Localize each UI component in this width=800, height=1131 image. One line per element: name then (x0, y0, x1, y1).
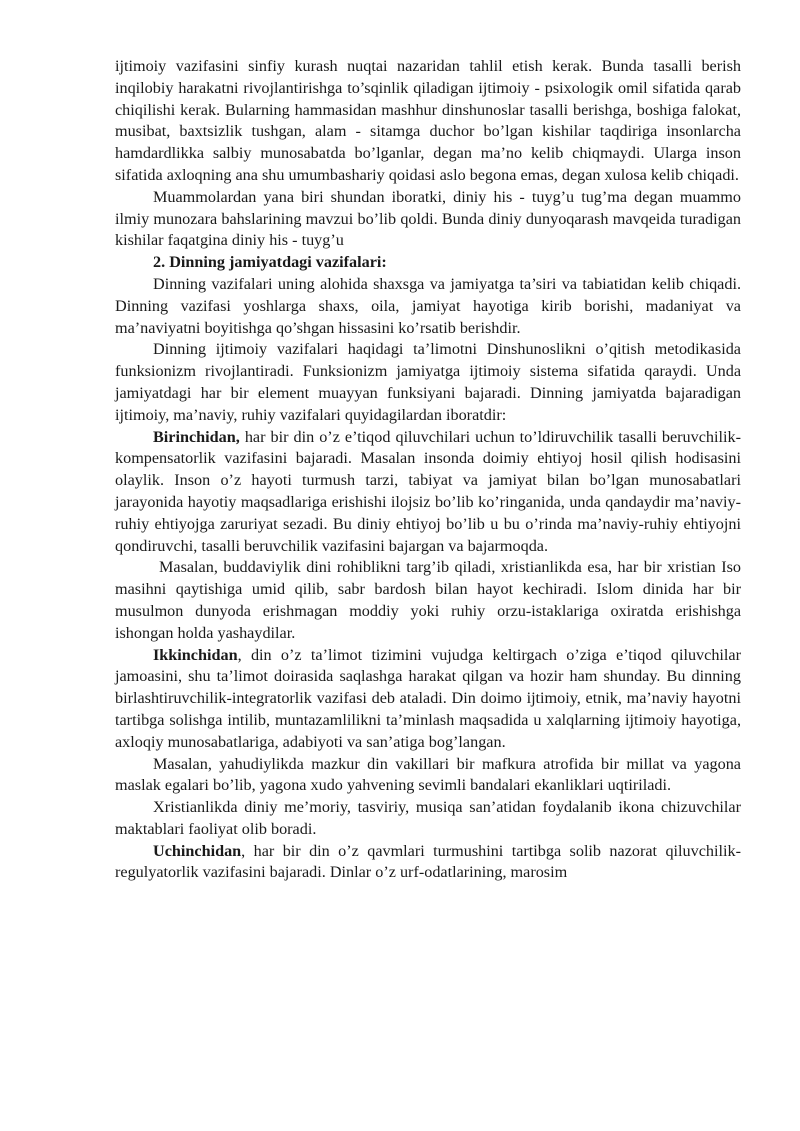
paragraph-examples-buddhism: Masalan, buddaviylik dini rohiblikni targ’ib qiladi, xristianlikda esa, har bir xristian Iso masihni qaytishiga umid qilib, sabr bardosh bilan hayot kechiradi. Islom dinida har bir musulmon dunyoda erishmagan moddiy yoki ruhiy orzu-istaklariga oxiratda erishishga ishongan holda yashaydilar. (115, 558, 741, 642)
lead-second: Ikkinchidan (153, 645, 238, 664)
lead-first: Birinchidan, (153, 427, 240, 446)
paragraph-example-judaism: Masalan, yahudiylikda mazkur din vakillari bir mafkura atrofida bir millat va yagona maslak egalari bo’lib, yagona xudo yahvening sevimli bandalari ekanliklari uqtiriladi. (115, 754, 741, 795)
paragraph-functions-origin: Dinning vazifalari uning alohida shaxsga va jamiyatga ta’siri va tabiatidan kelib chiqadi. Dinning vazifasi yoshlarga shaxs, oila, jamiyat hayotiga kirib borishi, madaniyat va ma’naviyatni boyitishga qo’shgan hissasini ko’rsatib berishdir. (115, 274, 741, 337)
paragraph-example-christianity: Xristianlikda diniy me’moriy, tasviriy, musiqa san’atidan foydalanib ikona chizuvchilar maktablari faoliyat olib boradi. (115, 798, 741, 838)
paragraph-functionalism: Dinning ijtimoiy vazifalari haqidagi ta’limotni Dinshunoslikni o’qitish metodikasida funksionizm rivojlantiradi. Funksionizm jamiyatga ijtimoiy sistema sifatida qaraydi. Unda jamiyatdagi har bir element muayyan funksiyani bajaradi. Dinning jamiyatda bajaradigan ijtimoiy, ma’naviy, ruhiy vazifalari quyidagilardan iboratdir: (115, 340, 741, 424)
lead-third: Uchinchidan (153, 841, 242, 860)
section-heading: 2. Dinning jamiyatdagi vazifalari: (153, 253, 387, 272)
paragraph-second-function (115, 645, 741, 754)
paragraph-intro: ijtimoiy vazifasini sinfiy kurash nuqtai nazaridan tahlil etish kerak. Bunda tasalli berish inqilobiy harakatni rivojlantirishga to’sqinlik qiladigan ijtimoiy - psixologik omil sifatida qarab chiqilishi kerak. Bularning hammasidan mashhur dinshunoslar tasalli berishga, boshiga falokat, musibat, baxtsizlik tushgan, alam - sitamga duchor bo’lgan kishilar taqdiriga insonlarcha hamdardlikka salbiy munosabatda bo’lganlar, degan ma’no kelib chiqmaydi. Ularga inson sifatida axloqning ana shu umumbashariy qoidasi aslo begona emas, degan xulosa kelib chiqadi. (115, 57, 741, 184)
paragraph-second-body: , din o’z ta’limot tizimini vujudga keltirgach o’ziga e’tiqod qiluvchilar jamoasini, shu ta’limot doirasida saqlashga harakat qilgan va hozir ham shunday. Bu dinning birlashtiruvchilik-integratorlik vazifasi deb ataladi. Din doimo ijtimoiy, etnik, ma’naviy hayotni tartibga solishga intilib, muntazamlilikni ta’minlash maqsadida u xalqlarning ijtimoiy hayotiga, axloqiy munosabatlariga, adabiyoti va san’atiga bog’langan. (115, 645, 741, 751)
paragraph-first-function (115, 427, 741, 558)
document-page (115, 56, 741, 884)
paragraph-third-function (115, 841, 741, 885)
paragraph-problems: Muammolardan yana biri shundan iboratki, diniy his - tuyg’u tug’ma degan muammo ilmiy munozara bahslarining mavzui bo’lib qoldi. Bunda diniy dunyoqarash mavqeida turadigan kishilar faqatgina diniy his - tuyg’u (115, 187, 741, 250)
paragraph-first-body: har bir din o’z e’tiqod qiluvchilari uchun to’ldiruvchilik tasalli beruvchilik-kompensatorlik vazifasini bajaradi. Masalan insonda doimiy ehtiyoj hosil qilish hodisasini olaylik. Inson o’z hayoti turmush tarzi, tabiyat va jamiyat bilan bo’lgan munosabatlari jarayonida hayotiy maqsadlariga erishishi ilojsiz bo’lib ko’ringanida, unda qandaydir ma’naviy-ruhiy ehtiyojga zaruriyat sezadi. Bu diniy ehtiyoj bo’lib u bu o’rinda ma’naviy-ruhiy ehtiyojni qondiruvchi, tasalli beruvchilik vazifasini bajargan va bajarmoqda. (115, 427, 741, 555)
paragraph-third-body: , har bir din o’z qavmlari turmushini tartibga solib nazorat qiluvchilik-regulyatorlik vazifasini bajaradi. Dinlar o’z urf-odatlarining, marosim (115, 841, 741, 882)
